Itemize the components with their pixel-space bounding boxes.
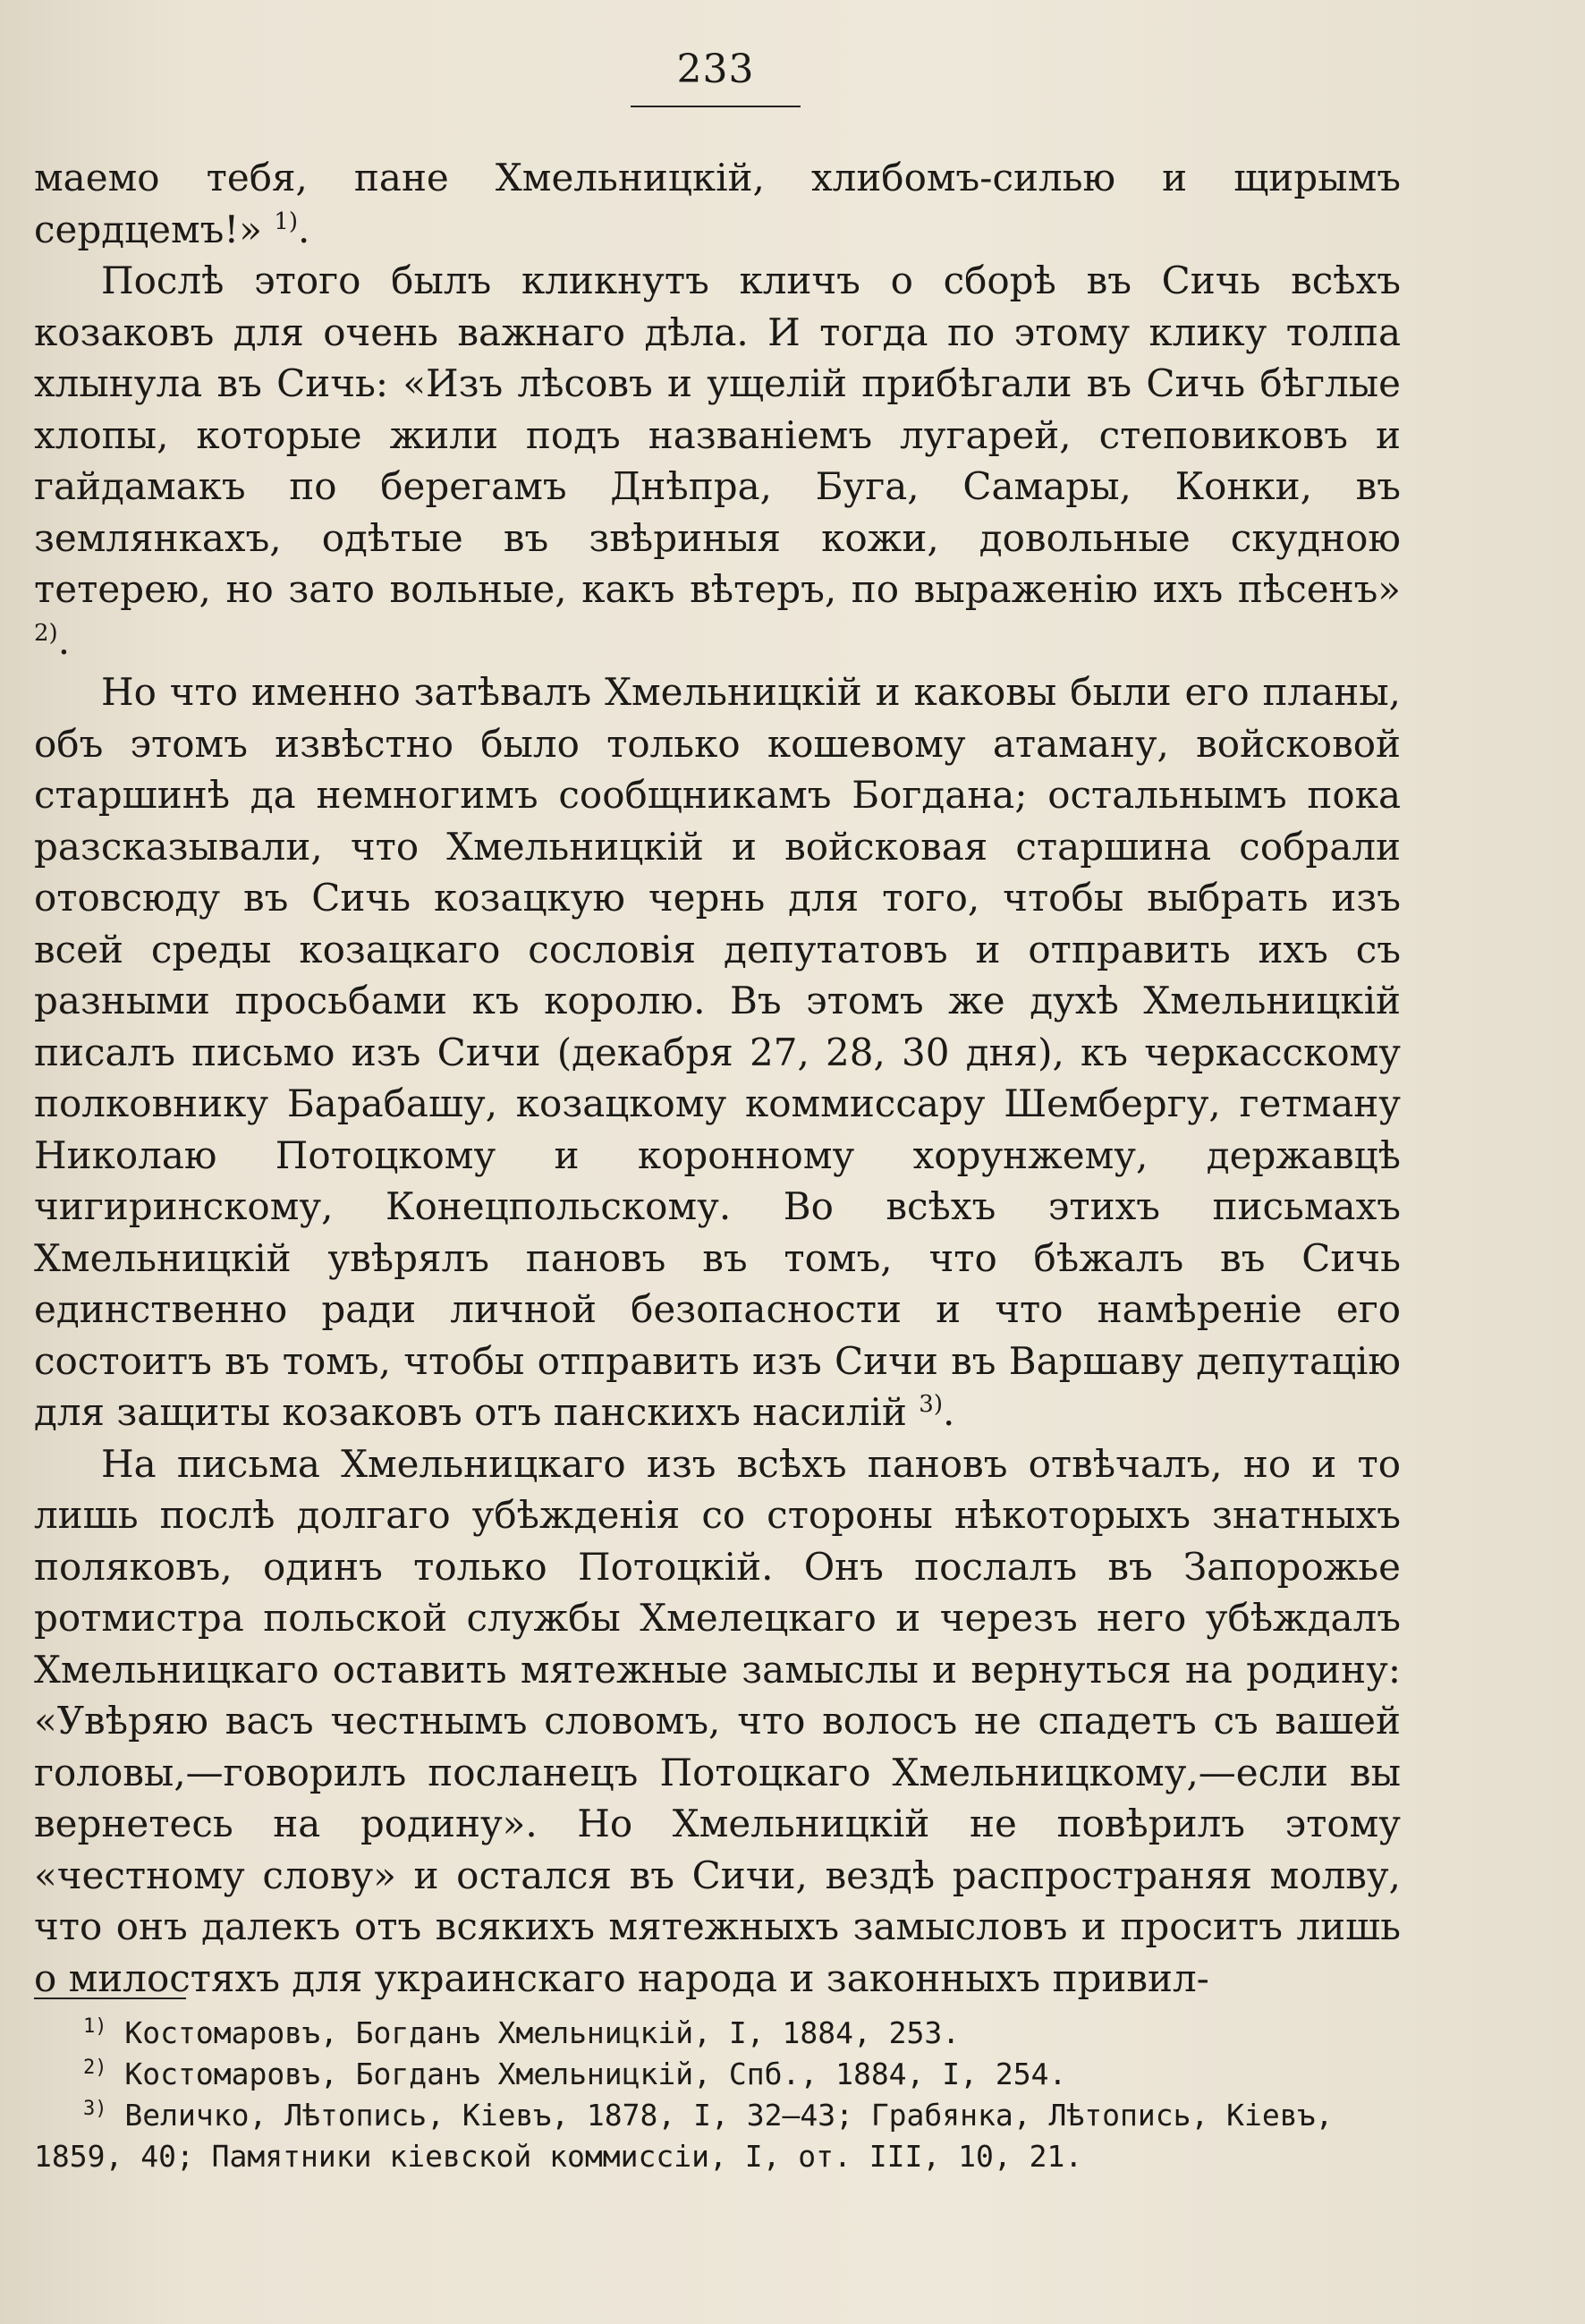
footnotes — [34, 2013, 1401, 2177]
page-number: 233 — [676, 47, 755, 92]
paragraph-text-tail: . — [57, 618, 71, 663]
paragraph-text: На письма Хмельницкаго изъ всѣхъ пановъ отвѣчалъ, но и то лишь послѣ долгаго убѣжденія со стороны нѣкоторыхъ знатныхъ поляковъ, одинъ только Потоцкій. Онъ послалъ въ Запорожье ротмистра польской службы Хмелецкаго и черезъ него убѣждалъ Хмельницкаго оставить мятежные замыслы и вернуться на родину: «Увѣряю васъ честнымъ словомъ, что волосъ не спадетъ съ вашей головы,—говорилъ посланецъ Потоцкаго Хмельницкому,—если вы вернетесь на родину». Но Хмельницкій не повѣрилъ этому «честному слову» и остался въ Сичи, вездѣ распространяя молву, что онъ далекъ отъ всякихъ мятежныхъ замысловъ и проситъ лишь о милостяхъ для украинскаго народа и законныхъ привил- — [34, 1441, 1401, 2000]
paragraph — [34, 1438, 1401, 2005]
footnote-text: Костомаровъ, Богданъ Хмельницкій, Спб., 1884, I, 254. — [124, 2057, 1067, 2091]
paragraph-text: Но что именно затѣвалъ Хмельницкій и каковы были его планы, объ этомъ извѣстно было только кошевому атаману, войсковой старшинѣ да немногимъ сообщникамъ Богдана; остальнымъ пока разсказывали, что Хмельницкій и войсковая старшина собрали отовсюду въ Сичь козацкую чернь для того, чтобы выбрать изъ всей среды козацкаго сословія депутатовъ и отправить ихъ съ разными просьбами къ королю. Въ этомъ же духѣ Хмельницкій писалъ письмо изъ Сичи (декабря 27, 28, 30 дня), къ черкасскому полковнику Барабашу, козацкому коммиссару Шембергу, гетману Николаю Потоцкому и коронному хорунжему, державцѣ чигиринскому, Конецпольскому. Во всѣхъ этихъ письмахъ Хмельницкій увѣрялъ пановъ въ томъ, что бѣжалъ въ Сичь единственно ради личной безопасности и что намѣреніе его состоитъ въ томъ, чтобы отправить изъ Сичи въ Варшаву депутацію для защиты козаковъ отъ панскихъ насилій — [34, 670, 1401, 1434]
paragraph-text-tail: . — [942, 1390, 955, 1434]
paragraph-text-tail: . — [298, 207, 310, 251]
paragraph-continuation — [34, 152, 1401, 255]
header-rule — [631, 106, 801, 107]
footnote-ref: 3) — [919, 1391, 943, 1418]
footnote — [34, 2095, 1401, 2177]
footnote — [34, 2054, 1401, 2095]
footnote — [34, 2013, 1401, 2054]
footnote-text: Величко, Лѣтопись, Кіевъ, 1878, I, 32—43; Грабянка, Лѣтопись, Кіевъ, 1859, 40; Памятники кіевской коммиссіи, I, от. III, 10, 21. — [34, 2098, 1334, 2174]
paragraph-text: маемо тебя, пане Хмельницкій, хлибомъ-силью и щирымъ сердцемъ!» — [34, 156, 1401, 251]
footnote-text: Костомаровъ, Богданъ Хмельницкій, I, 1884, 253. — [124, 2015, 961, 2050]
paragraph — [34, 255, 1401, 666]
footnote-rule — [34, 1997, 186, 1999]
main-text — [34, 152, 1401, 2004]
footnote-marker: 2) — [83, 2057, 107, 2079]
footnote-ref: 2) — [34, 619, 58, 647]
paragraph — [34, 666, 1401, 1438]
footnote-marker: 3) — [83, 2098, 107, 2120]
paragraph-text: Послѣ этого былъ кликнутъ кличъ о сборѣ въ Сичь всѣхъ козаковъ для очень важнаго дѣла. И тогда по этому клику толпа хлынула въ Сичь: «Изъ лѣсовъ и ущелій прибѣгали въ Сичь бѣглые хлопы, которые жили подъ названіемъ лугарей, степовиковъ и гайдамакъ по берегамъ Днѣпра, Буга, Самары, Конки, въ землянкахъ, одѣтые въ звѣриныя кожи, довольные скудною тетерею, но зато вольные, какъ вѣтеръ, по выраженію ихъ пѣсенъ» — [34, 259, 1401, 611]
footnote-ref: 1) — [274, 208, 298, 235]
footnote-marker: 1) — [83, 2015, 107, 2038]
